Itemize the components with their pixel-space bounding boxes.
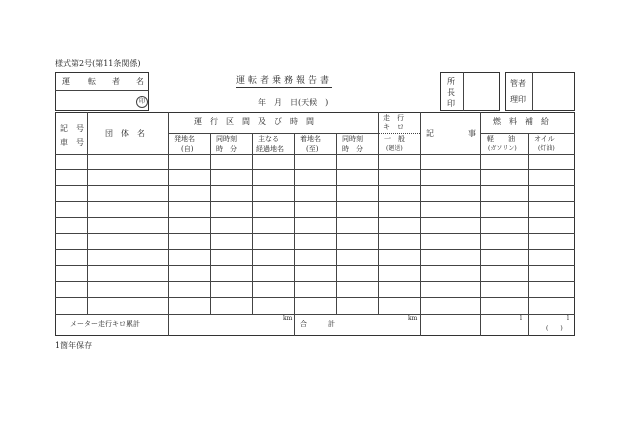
header-depart-2: (自) — [181, 145, 194, 153]
seal-mark: 印 — [136, 96, 148, 108]
header-diesel-1: 軽 油 — [487, 135, 515, 143]
header-oil-2: (灯油) — [538, 145, 555, 152]
header-route-section: 運 行 区 間 及 び 時 間 — [194, 117, 314, 126]
retention-note: 1箇年保存 — [55, 341, 93, 350]
header-notes-1: 記 — [426, 129, 434, 138]
header-distance-4: (廻送) — [386, 145, 403, 152]
footer-meter-label: メーター走行キロ累計 — [70, 320, 140, 328]
footer-km-2: km — [408, 315, 418, 322]
manager-label-2: 理印 — [510, 95, 526, 104]
driver-label-2: 転 — [88, 77, 96, 86]
report-title: 運転者乗務報告書 — [236, 76, 333, 86]
header-distance-3: 一 般 — [384, 135, 405, 143]
header-diesel-2: (ガソリン) — [488, 145, 517, 152]
driver-label-4: 名 — [136, 77, 144, 86]
office-seal-label-3: 印 — [447, 99, 455, 108]
header-arrive-2: (至) — [306, 145, 319, 153]
driver-label-1: 運 — [62, 77, 70, 86]
header-time1-2: 時 分 — [216, 145, 237, 153]
header-via-2: 経過地名 — [256, 145, 284, 153]
header-notes-2: 事 — [468, 129, 476, 138]
header-vehicle-2: 車 号 — [60, 138, 84, 147]
office-seal-label-2: 長 — [447, 88, 455, 97]
header-time2-2: 時 分 — [342, 145, 363, 153]
header-arrive-1: 着地名 — [300, 135, 321, 143]
footer-total-label: 合 計 — [300, 320, 335, 328]
driver-label-3: 者 — [112, 77, 120, 86]
header-time1-1: 同時刻 — [216, 135, 237, 143]
footer-km-1: km — [283, 315, 293, 322]
header-depart-1: 発地名 — [174, 135, 195, 143]
header-group-name: 団 体 名 — [105, 129, 145, 138]
header-oil-1: オイル — [534, 135, 555, 143]
form-number: 様式第2号(第11条関係) — [55, 59, 141, 68]
header-fuel: 燃 料 補 給 — [493, 117, 549, 126]
manager-seal-box — [505, 72, 575, 111]
header-distance-2: キ ロ — [383, 123, 404, 131]
footer-liter-2: l — [567, 315, 569, 322]
header-via-1: 主なる — [258, 135, 279, 143]
footer-liter-1: l — [520, 315, 522, 322]
office-seal-label-1: 所 — [447, 77, 455, 86]
manager-label-1: 管者 — [510, 79, 526, 88]
header-vehicle-1: 記 号 — [60, 124, 84, 133]
header-time2-1: 同時刻 — [342, 135, 363, 143]
date-line: 年 月 日(天候 ) — [258, 98, 329, 107]
footer-paren: ( ) — [546, 325, 563, 332]
header-distance-1: 走 行 — [383, 114, 404, 122]
